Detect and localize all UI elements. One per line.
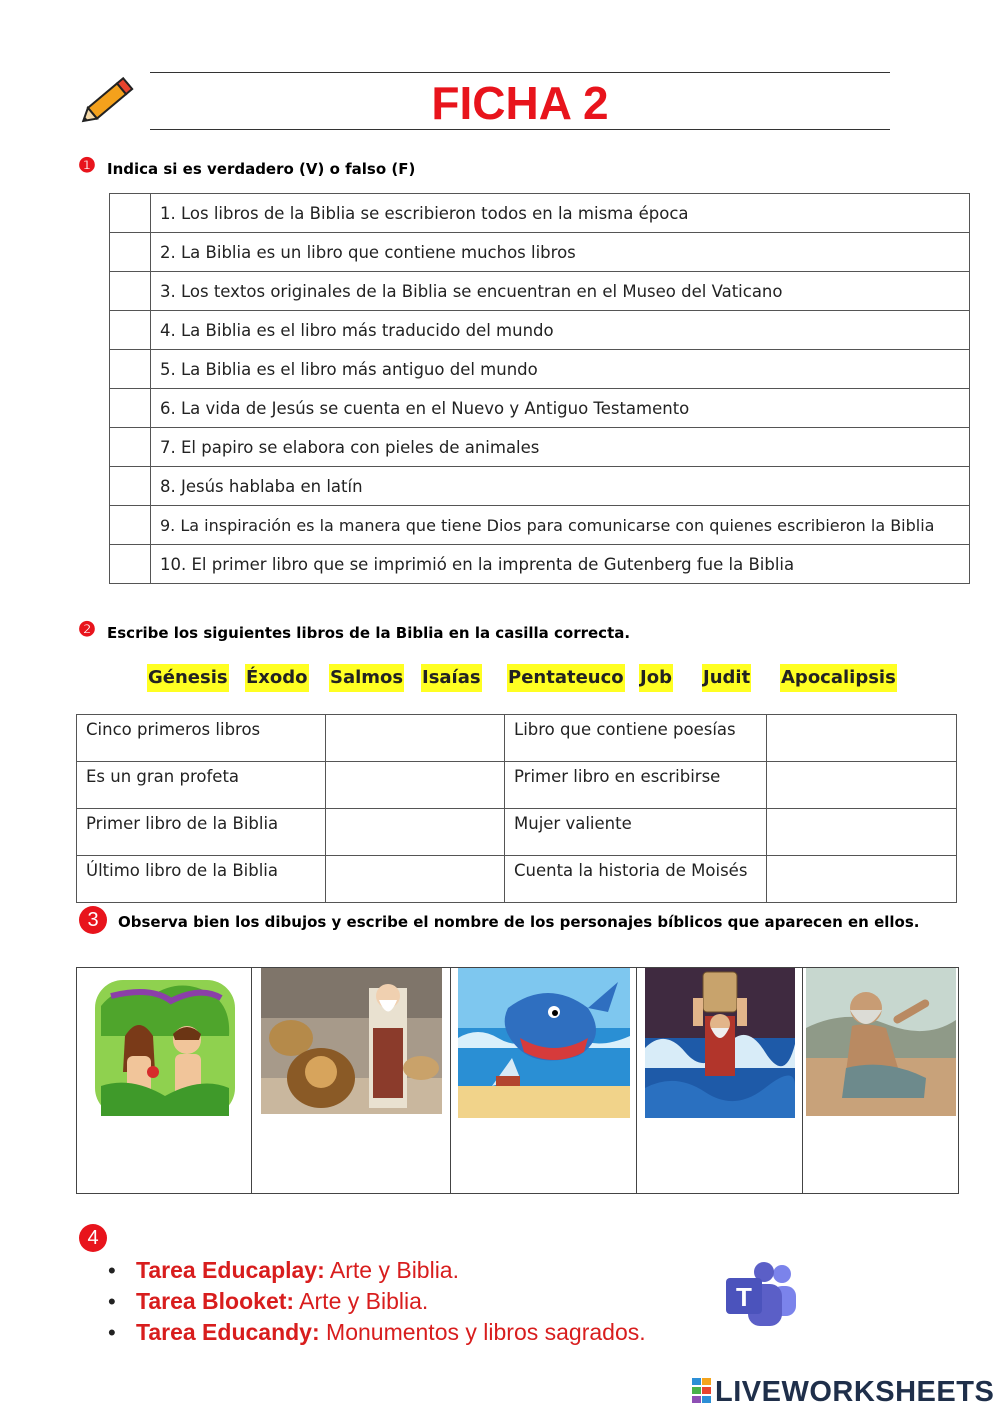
picture-cell[interactable] xyxy=(77,968,252,1193)
clue-text: Mujer valiente xyxy=(505,809,767,856)
job-illustration xyxy=(806,968,956,1116)
statement-text: 3. Los textos originales de la Biblia se encuentran en el Museo del Vaticano xyxy=(151,272,970,311)
table-row xyxy=(77,856,957,903)
task-text: Monumentos y libros sagrados. xyxy=(319,1319,646,1345)
answer-box[interactable] xyxy=(110,350,151,389)
table-row xyxy=(110,545,970,584)
answer-cell[interactable] xyxy=(326,762,505,809)
word-chip: Isaías xyxy=(421,664,482,692)
statement-text: 2. La Biblia es un libro que contiene muchos libros xyxy=(151,233,970,272)
table-row xyxy=(110,194,970,233)
daniel-lions-illustration xyxy=(261,968,442,1114)
answer-box[interactable] xyxy=(110,311,151,350)
svg-text:T: T xyxy=(736,1282,752,1312)
clue-text: Último libro de la Biblia xyxy=(77,856,326,903)
picture-cell[interactable] xyxy=(252,968,451,1193)
table-row xyxy=(110,272,970,311)
list-item[interactable] xyxy=(108,1317,646,1348)
statement-text: 10. El primer libro que se imprimió en la imprenta de Gutenberg fue la Biblia xyxy=(151,545,970,584)
table-row xyxy=(77,715,957,762)
section-1-instruction: Indica si es verdadero (V) o falso (F) xyxy=(107,160,416,178)
word-chip: Salmos xyxy=(329,664,404,692)
answer-box[interactable] xyxy=(110,194,151,233)
answer-box[interactable] xyxy=(110,389,151,428)
section-1-number: ❶ xyxy=(78,155,96,177)
answer-cell[interactable] xyxy=(326,715,505,762)
word-chip: Judit xyxy=(702,664,751,692)
table-row xyxy=(110,389,970,428)
table-row xyxy=(110,428,970,467)
picture-cell[interactable] xyxy=(451,968,637,1193)
section-3-number: 3 xyxy=(79,906,107,934)
table-row xyxy=(110,506,970,545)
pictures-table xyxy=(76,967,959,1194)
word-chip: Apocalipsis xyxy=(780,664,897,692)
answer-cell[interactable] xyxy=(767,809,957,856)
task-text: Arte y Biblia. xyxy=(324,1257,459,1283)
word-chip: Éxodo xyxy=(245,664,309,692)
answer-box[interactable] xyxy=(110,467,151,506)
answer-cell[interactable] xyxy=(326,856,505,903)
word-chip: Génesis xyxy=(147,664,229,692)
word-chip: Job xyxy=(639,664,673,692)
picture-cell[interactable] xyxy=(803,968,958,1193)
clue-text: Cinco primeros libros xyxy=(77,715,326,762)
statement-text: 1. Los libros de la Biblia se escribieron todos en la misma época xyxy=(151,194,970,233)
section-4-number: 4 xyxy=(79,1224,107,1252)
table-row xyxy=(110,233,970,272)
teams-logo-icon xyxy=(724,1262,800,1332)
clue-text: Es un gran profeta xyxy=(77,762,326,809)
table-row xyxy=(77,809,957,856)
list-item[interactable] xyxy=(108,1255,646,1286)
statement-text: 5. La Biblia es el libro más antiguo del mundo xyxy=(151,350,970,389)
table-row xyxy=(110,350,970,389)
task-label: Tarea Educaplay: xyxy=(136,1257,325,1283)
table-row xyxy=(110,467,970,506)
clue-text: Cuenta la historia de Moisés xyxy=(505,856,767,903)
statement-text: 9. La inspiración es la manera que tiene Dios para comunicarse con quienes escribieron la Biblia xyxy=(151,506,970,545)
answer-box[interactable] xyxy=(110,233,151,272)
clue-text: Primer libro de la Biblia xyxy=(77,809,326,856)
answer-box[interactable] xyxy=(110,272,151,311)
jonah-whale-illustration xyxy=(458,968,630,1118)
statement-text: 7. El papiro se elabora con pieles de animales xyxy=(151,428,970,467)
answer-cell[interactable] xyxy=(326,809,505,856)
answer-cell[interactable] xyxy=(767,715,957,762)
section-3-instruction: Observa bien los dibujos y escribe el nombre de los personajes bíblicos que aparecen en ellos. xyxy=(118,913,920,931)
clue-text: Primer libro en escribirse xyxy=(505,762,767,809)
clue-text: Libro que contiene poesías xyxy=(505,715,767,762)
adam-eve-illustration xyxy=(91,976,239,1120)
page-title: FICHA 2 xyxy=(431,77,609,129)
task-list xyxy=(108,1255,646,1348)
task-label: Tarea Educandy: xyxy=(136,1319,320,1345)
answer-box[interactable] xyxy=(110,506,151,545)
true-false-table xyxy=(109,193,970,584)
answer-box[interactable] xyxy=(110,428,151,467)
table-row xyxy=(110,311,970,350)
books-table xyxy=(76,714,957,903)
picture-cell[interactable] xyxy=(637,968,803,1193)
statement-text: 4. La Biblia es el libro más traducido del mundo xyxy=(151,311,970,350)
task-text: Arte y Biblia. xyxy=(294,1288,429,1314)
pencil-icon xyxy=(74,70,140,132)
task-label: Tarea Blooket: xyxy=(136,1288,295,1314)
answer-cell[interactable] xyxy=(767,856,957,903)
answer-cell[interactable] xyxy=(767,762,957,809)
word-chip: Pentateuco xyxy=(507,664,625,692)
list-item[interactable] xyxy=(108,1286,646,1317)
moses-illustration xyxy=(645,968,795,1118)
brand-name: LIVEWORKSHEETS xyxy=(715,1376,995,1408)
answer-box[interactable] xyxy=(110,545,151,584)
statement-text: 8. Jesús hablaba en latín xyxy=(151,467,970,506)
statement-text: 6. La vida de Jesús se cuenta en el Nuevo y Antiguo Testamento xyxy=(151,389,970,428)
word-bank xyxy=(0,664,1000,694)
liveworksheets-logo-icon xyxy=(692,1378,712,1404)
section-2-instruction: Escribe los siguientes libros de la Biblia en la casilla correcta. xyxy=(107,624,631,642)
section-2-number: ❷ xyxy=(78,619,96,641)
table-row xyxy=(77,762,957,809)
